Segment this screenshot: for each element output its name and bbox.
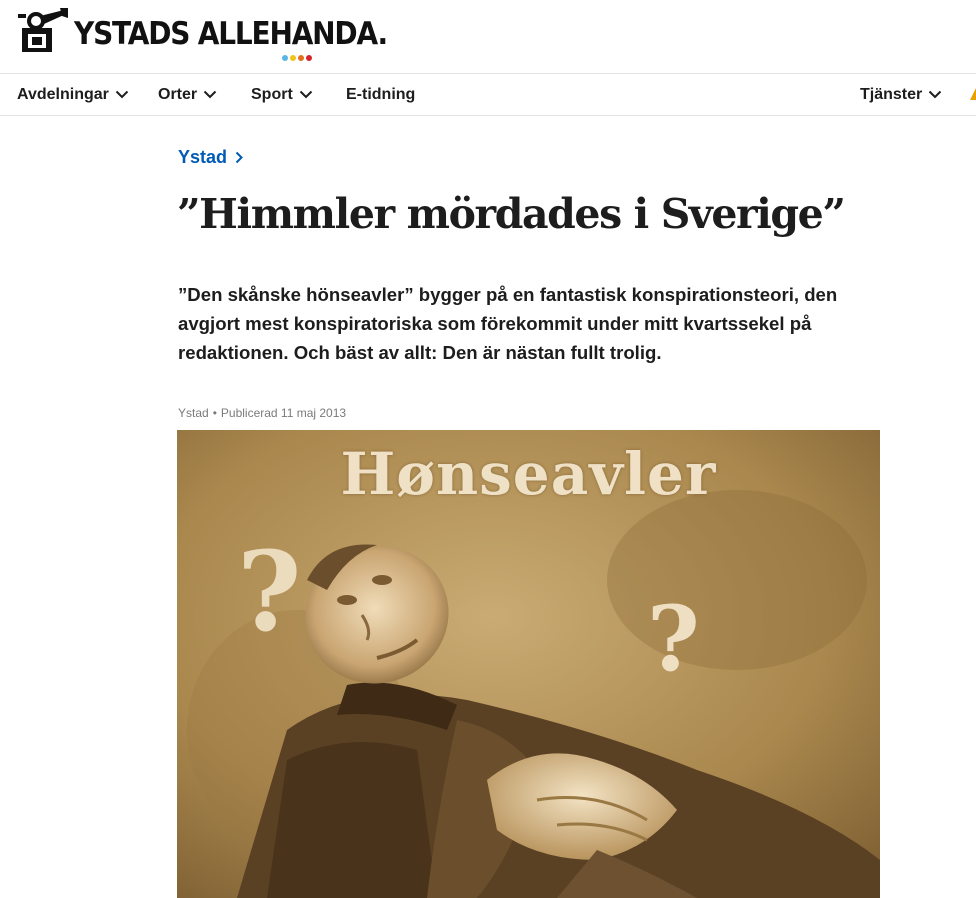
article-meta <box>178 406 346 420</box>
nav-item-e-tidning[interactable] <box>346 74 415 115</box>
article-headline: ”Himmler mördades i Sverige” <box>177 190 845 238</box>
section-breadcrumb[interactable] <box>178 147 243 168</box>
nav-item-tjanster[interactable] <box>860 74 942 115</box>
chevron-right-icon <box>235 151 243 164</box>
meta-place: Ystad <box>178 406 209 420</box>
nav-item-orter[interactable] <box>158 74 217 115</box>
chevron-down-icon <box>928 90 942 99</box>
section-label: Ystad <box>178 147 228 167</box>
question-mark-left: ? <box>237 527 302 656</box>
question-mark-right: ? <box>647 586 700 692</box>
image-title-text: Hønseavler <box>340 440 717 508</box>
nav-item-label: Sport <box>251 85 293 103</box>
brand-dot-red <box>306 55 312 61</box>
nav-item-label: E-tidning <box>346 85 416 103</box>
brand-dot-yellow <box>290 55 296 61</box>
article-image[interactable] <box>177 430 880 898</box>
site-header <box>0 0 976 73</box>
nav-item-avdelningar[interactable] <box>17 74 129 115</box>
chevron-down-icon <box>299 90 313 99</box>
chevron-down-icon <box>115 90 129 99</box>
meta-published: Publicerad 11 maj 2013 <box>220 406 347 420</box>
nav-item-label: Tjänster <box>860 85 923 103</box>
meta-separator: • <box>212 406 217 420</box>
nav-item-label: Orter <box>158 85 198 103</box>
login-icon-partial[interactable] <box>970 84 976 104</box>
nav-item-label: Avdelningar <box>17 85 109 103</box>
brand-dots <box>282 55 312 61</box>
brand-dot-blue <box>282 55 288 61</box>
brand-dot-orange <box>298 55 304 61</box>
nav-item-sport[interactable] <box>251 74 313 115</box>
site-name: YSTADS ALLEHANDA. <box>74 14 387 52</box>
site-logo[interactable] <box>16 8 387 54</box>
town-crier-logo-icon <box>16 8 68 54</box>
main-navigation <box>0 73 976 116</box>
chevron-down-icon <box>203 90 217 99</box>
article-lead: ”Den skånske hönseavler” bygger på en fantastisk konspirationsteori, den avgjort mest konspiratoriska som förekommit under mitt kvartssekel på redaktionen. Och bäst av allt: Den är nästan fullt trolig. <box>178 284 838 363</box>
